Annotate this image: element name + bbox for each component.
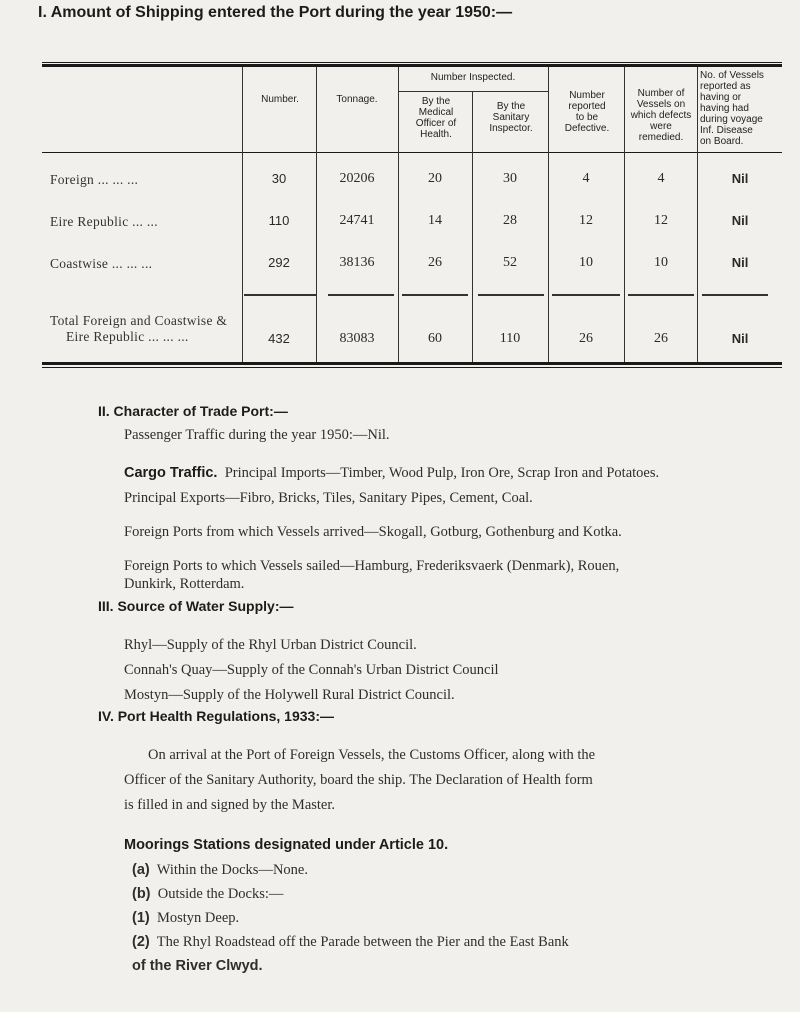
table-bottom-rule-thick [42, 362, 782, 365]
section-2-heading: II. Character of Trade Port:— [98, 403, 288, 419]
col-divider [242, 67, 243, 362]
header-by-si: By the Sanitary Inspector. [489, 101, 533, 134]
cell-number: 110 [268, 213, 290, 228]
cell-infectious: Nil [731, 331, 749, 346]
ports-sailed-cont: Dunkirk, Rotterdam. [124, 576, 245, 592]
total-rule [244, 294, 316, 296]
mooring-item-b: (b) Outside the Docks:— [132, 886, 284, 902]
cell-by-moh: 60 [428, 331, 442, 346]
cell-remedied: 4 [657, 171, 665, 186]
regs-line-1: On arrival at the Port of Foreign Vessels, the Customs Officer, along with the [148, 747, 596, 763]
cell-defective: 26 [579, 331, 593, 346]
cell-by-si: 52 [503, 255, 517, 270]
header-bottom-rule [42, 152, 782, 153]
cell-tonnage: 38136 [339, 255, 375, 270]
total-rule [402, 294, 468, 296]
mooring-item-2: (2) The Rhyl Roadstead off the Parade between the Pier and the East Bank [132, 934, 569, 950]
passenger-traffic: Passenger Traffic during the year 1950:—Nil. [124, 427, 390, 443]
cell-infectious: Nil [731, 171, 749, 186]
cell-infectious: Nil [731, 213, 749, 228]
cell-infectious: Nil [731, 255, 749, 270]
cell-remedied: 26 [654, 331, 668, 346]
cell-defective: 4 [582, 171, 590, 186]
cell-by-moh: 20 [428, 171, 442, 186]
col-divider [548, 67, 549, 362]
principal-exports: Principal Exports—Fibro, Bricks, Tiles, Sanitary Pipes, Cement, Coal. [124, 490, 533, 506]
section-4-heading: IV. Port Health Regulations, 1933:— [98, 708, 334, 724]
col-divider [316, 67, 317, 362]
total-rule [552, 294, 620, 296]
ports-sailed: Foreign Ports to which Vessels sailed—Hamburg, Frederiksvaerk (Denmark), Rouen, [124, 558, 620, 574]
row-label-coastwise: Coastwise ... ... ... [50, 256, 153, 271]
cargo-traffic: Cargo Traffic. Principal Imports—Timber, Wood Pulp, Iron Ore, Scrap Iron and Potatoes. [124, 465, 660, 481]
mooring-item-2-cont: of the River Clwyd. [132, 958, 263, 974]
header-by-moh: By the Medical Officer of Health. [415, 96, 457, 140]
water-rhyl: Rhyl—Supply of the Rhyl Urban District Council. [124, 637, 417, 653]
header-remedied: Number of Vessels on which defects were remedied. [630, 88, 692, 143]
cell-defective: 10 [579, 255, 593, 270]
cell-tonnage: 20206 [339, 171, 375, 186]
cell-remedied: 12 [654, 213, 668, 228]
total-rule [478, 294, 544, 296]
cell-by-si: 30 [503, 171, 517, 186]
cell-by-si: 110 [499, 331, 521, 346]
cell-tonnage: 83083 [339, 331, 375, 346]
cargo-label: Cargo Traffic. [124, 465, 218, 481]
group-underline [398, 91, 548, 92]
total-rule [328, 294, 394, 296]
cell-number: 432 [268, 331, 290, 346]
cell-tonnage: 24741 [339, 213, 375, 228]
total-rule [702, 294, 768, 296]
header-tonnage: Tonnage. [336, 94, 378, 105]
cell-number: 292 [268, 255, 290, 270]
section-3-heading: III. Source of Water Supply:— [98, 598, 294, 614]
mooring-item-a: (a) Within the Docks—None. [132, 862, 308, 878]
row-label-total: Total Foreign and Coastwise & Eire Republic ... ... ... [50, 313, 228, 344]
cell-remedied: 10 [654, 255, 668, 270]
table-bottom-rule [42, 367, 782, 368]
ports-arrived: Foreign Ports from which Vessels arrived—Skogall, Gotburg, Gothenburg and Kotka. [124, 524, 622, 540]
cell-by-si: 28 [503, 213, 517, 228]
total-rule [628, 294, 694, 296]
regs-line-2: Officer of the Sanitary Authority, board the ship. The Declaration of Health form [124, 772, 593, 788]
header-number: Number. [261, 94, 299, 105]
header-infectious: No. of Vessels reported as having or having had during voyage Inf. Disease on Board. [700, 70, 764, 147]
regs-line-3: is filled in and signed by the Master. [124, 797, 336, 813]
page-title: I. Amount of Shipping entered the Port during the year 1950:— [38, 4, 513, 21]
col-divider [472, 92, 473, 362]
cell-number: 30 [271, 171, 287, 186]
cell-by-moh: 26 [428, 255, 442, 270]
water-mostyn: Mostyn—Supply of the Holywell Rural District Council. [124, 687, 455, 703]
cell-defective: 12 [579, 213, 593, 228]
col-divider [398, 67, 399, 362]
row-label-eire: Eire Republic ... ... [50, 214, 158, 229]
header-defective: Number reported to be Defective. [564, 90, 610, 134]
table-top-rule [42, 62, 782, 63]
water-connahs-quay: Connah's Quay—Supply of the Connah's Urban District Council [124, 662, 499, 678]
header-number-inspected: Number Inspected. [430, 72, 516, 83]
cell-by-moh: 14 [428, 213, 442, 228]
col-divider [697, 67, 698, 362]
row-label-foreign: Foreign ... ... ... [50, 172, 139, 187]
moorings-heading: Moorings Stations designated under Article 10. [124, 837, 449, 853]
mooring-item-1: (1) Mostyn Deep. [132, 910, 240, 926]
table-top-rule-thick [42, 64, 782, 67]
